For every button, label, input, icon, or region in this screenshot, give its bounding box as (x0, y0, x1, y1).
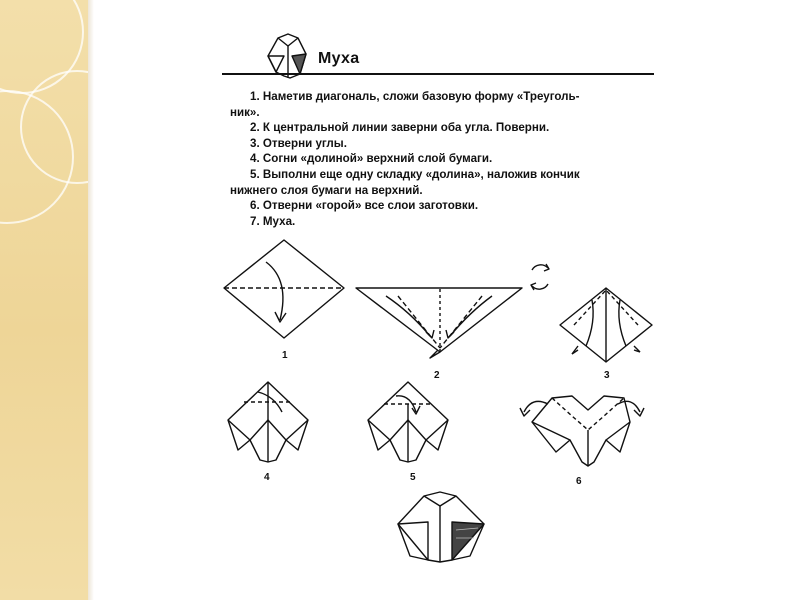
figure-label: 4 (264, 472, 270, 483)
instruction-line: ник». (230, 105, 260, 119)
instruction-line: 2. К центральной линии заверни оба угла. Поверни. (250, 121, 550, 135)
figure-label: 2 (434, 370, 440, 381)
figure-7-fly (398, 492, 484, 562)
instruction-line: 3. Отверни углы. (250, 136, 347, 150)
figure-3-diagram (560, 288, 652, 362)
figure-label: 3 (604, 370, 610, 381)
fly-origami-icon (268, 34, 306, 78)
instruction-line: 1. Наметив диагональ, сложи базовую форму «Треуголь- (250, 90, 580, 103)
rotate-arrows-icon (531, 264, 549, 290)
figure-label: 5 (410, 472, 416, 483)
figure-4-diagram (228, 382, 308, 462)
instruction-line: 4. Согни «долиной» верхний слой бумаги. (250, 152, 493, 166)
instruction-line: 7. Муха. (250, 214, 296, 228)
figure-2-diagram (356, 288, 522, 358)
figure-1-diagram (224, 240, 344, 338)
instruction-line: 5. Выполни еще одну складку «долина», наложив кончик (250, 167, 580, 181)
page-title: Муха (318, 50, 360, 67)
figure-label: 6 (576, 476, 582, 487)
instruction-line: 6. Отверни «горой» все слои заготовки. (250, 199, 479, 213)
figure-5-diagram (368, 382, 448, 462)
instruction-line: нижнего слоя бумаги на верхний. (230, 183, 423, 197)
figure-6-diagram (520, 396, 644, 466)
figure-label: 1 (282, 350, 288, 361)
